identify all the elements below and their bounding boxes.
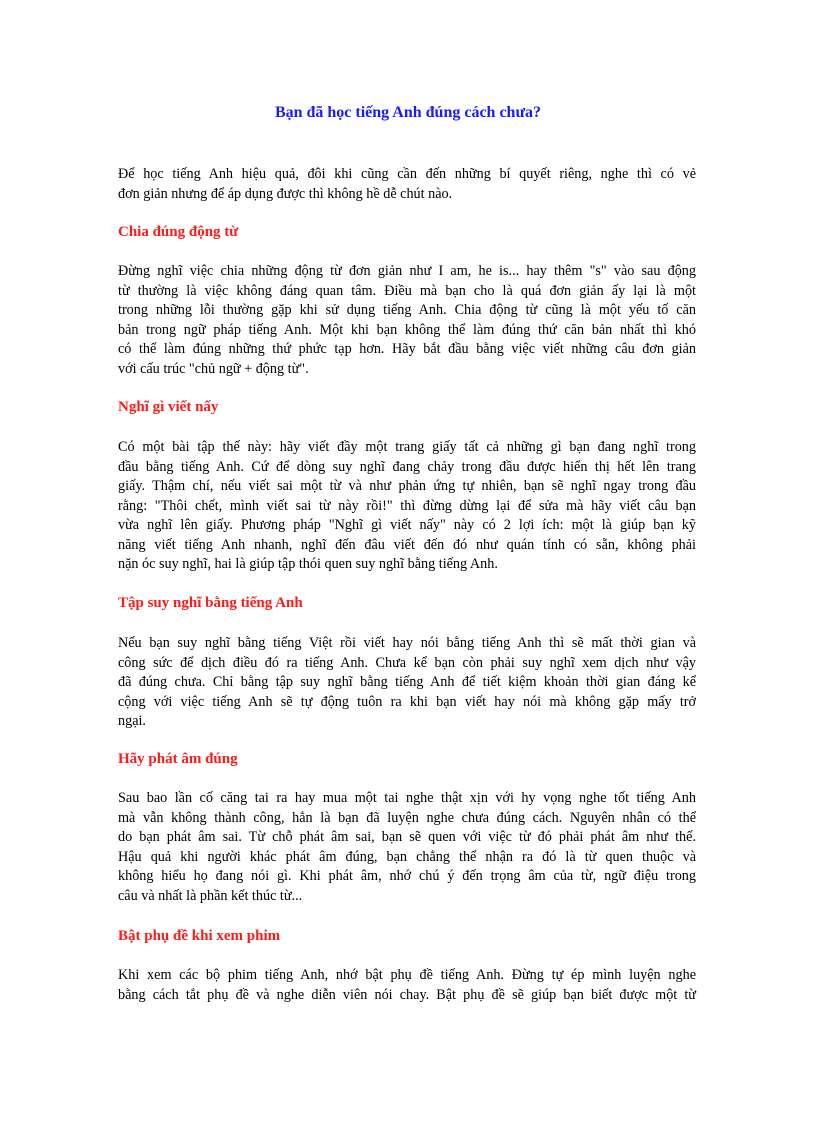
paragraph-line: cộng với việc tiếng Anh sẽ tự động tuôn ra khi bạn viết hay nói mà không gặp mấy trở [118,693,696,710]
section-heading-chia-dung-dong-tu: Chia đúng động từ [118,224,239,240]
paragraph-line: năng viết tiếng Anh nhanh, nghĩ đến đâu viết đến đó như quán tính có sẵn, không phải [118,536,696,553]
paragraph-line: do bạn phát âm sai. Từ chỗ phát âm sai, bạn sẽ quen với việc từ đó phải phát âm như thế. [118,829,696,845]
paragraph-line: mà vẫn không thành công, hẳn là bạn đã luyện nghe chưa đúng cách. Nguyên nhân có thể [118,809,696,826]
intro-paragraph [118,165,696,204]
paragraph-line: không hiểu họ đang nói gì. Khi phát âm, nhớ chú ý đến trọng âm của từ, ngữ điệu trong [118,868,696,884]
paragraph-line: với cấu trúc "chủ ngữ + động từ". [118,360,309,377]
section-paragraph-nghi-gi-viet-nay [118,438,696,575]
paragraph-line: Sau bao lần cố căng tai ra hay mua một tai nghe thật xịn với hy vọng nghe tốt tiếng Anh [118,790,696,806]
intro-line: Để học tiếng Anh hiệu quả, đôi khi cũng cần đến những bí quyết riêng, nghe thì có vẻ [118,166,696,182]
section-paragraph-bat-phu-de [118,966,696,1005]
paragraph-line: nặn óc suy nghĩ, hai là giúp tập thói quen suy nghĩ bằng tiếng Anh. [118,556,498,572]
paragraph-line: bản trong ngữ pháp tiếng Anh. Một khi bạn không thể làm đúng thứ căn bản nhất thì khó [118,321,696,338]
section-paragraph-tap-suy-nghi [118,634,696,732]
section-heading-hay-phat-am-dung: Hãy phát âm đúng [118,751,238,767]
paragraph-line: trong những lỗi thường gặp khi sử dụng tiếng Anh. Chia động từ cũng là một yếu tố căn [118,302,696,318]
paragraph-line: Có một bài tập thế này: hãy viết đầy một trang giấy tất cả những gì bạn đang nghĩ trong [118,439,696,455]
section-paragraph-chia-dung-dong-tu [118,262,696,379]
paragraph-line: giấy. Thậm chí, nếu viết sai một từ và như phản ứng tự nhiên, bạn sẽ nghĩ ngay trong đầu [118,478,696,494]
paragraph-line: vừa nghĩ lên giấy. Phương pháp "Nghĩ gì viết nấy" này có 2 lợi ích: một là giúp bạn kỹ [118,517,696,533]
paragraph-line: Hậu quả khi người khác phát âm đúng, bạn chẳng thể nhận ra đó là từ quen thuộc và [118,848,696,865]
section-heading-nghi-gi-viet-nay: Nghĩ gì viết nấy [118,399,219,415]
paragraph-line: đầu bằng tiếng Anh. Cứ để dòng suy nghĩ đang chảy trong đầu được hiển thị hết lên trang [118,458,696,475]
paragraph-line: Khi xem các bộ phim tiếng Anh, nhớ bật phụ đề tiếng Anh. Đừng tự ép mình luyện nghe [118,967,696,983]
paragraph-line: Đừng nghĩ việc chia những động từ đơn giản như I am, he is... hay thêm "s" vào sau động [118,263,696,279]
paragraph-line: rằng: "Thôi chết, mình viết sai từ này rồi!" thì đừng dừng lại để sửa mà hãy viết câu bạn [118,497,696,514]
paragraph-line: từ thường là việc không đáng quan tâm. Điều mà bạn cho là quá đơn giản ấy lại là một [118,282,696,299]
section-heading-bat-phu-de: Bật phụ đề khi xem phim [118,928,281,944]
document-title: Bạn đã học tiếng Anh đúng cách chưa? [274,104,542,121]
paragraph-line: câu và nhất là phần kết thúc từ... [118,887,303,904]
section-heading-tap-suy-nghi: Tập suy nghĩ bằng tiếng Anh [118,595,303,611]
paragraph-line: có thể làm đúng những thứ phức tạp hơn. Hãy bắt đầu bằng việc viết những câu đơn giản [118,341,696,357]
paragraph-line: đã đúng chưa. Chỉ bằng tập suy nghĩ bằng tiếng Anh để tiết kiệm khoản thời gian đáng kể [118,674,696,690]
section-paragraph-hay-phat-am-dung [118,789,696,906]
paragraph-line: ngại. [118,713,146,729]
paragraph-line: bằng cách tắt phụ đề và nghe diễn viên nói chay. Bật phụ đề sẽ giúp bạn biết được một từ [118,986,696,1003]
paragraph-line: Nếu bạn suy nghĩ bằng tiếng Việt rồi viết hay nói bằng tiếng Anh thì sẽ mất thời gian và [118,635,696,651]
intro-line: đơn giản nhưng để áp dụng được thì không hề dễ chút nào. [118,185,453,202]
paragraph-line: công sức để dịch điều đó ra tiếng Anh. Chưa kể bạn còn phải suy nghĩ xem dịch như vậy [118,654,696,671]
